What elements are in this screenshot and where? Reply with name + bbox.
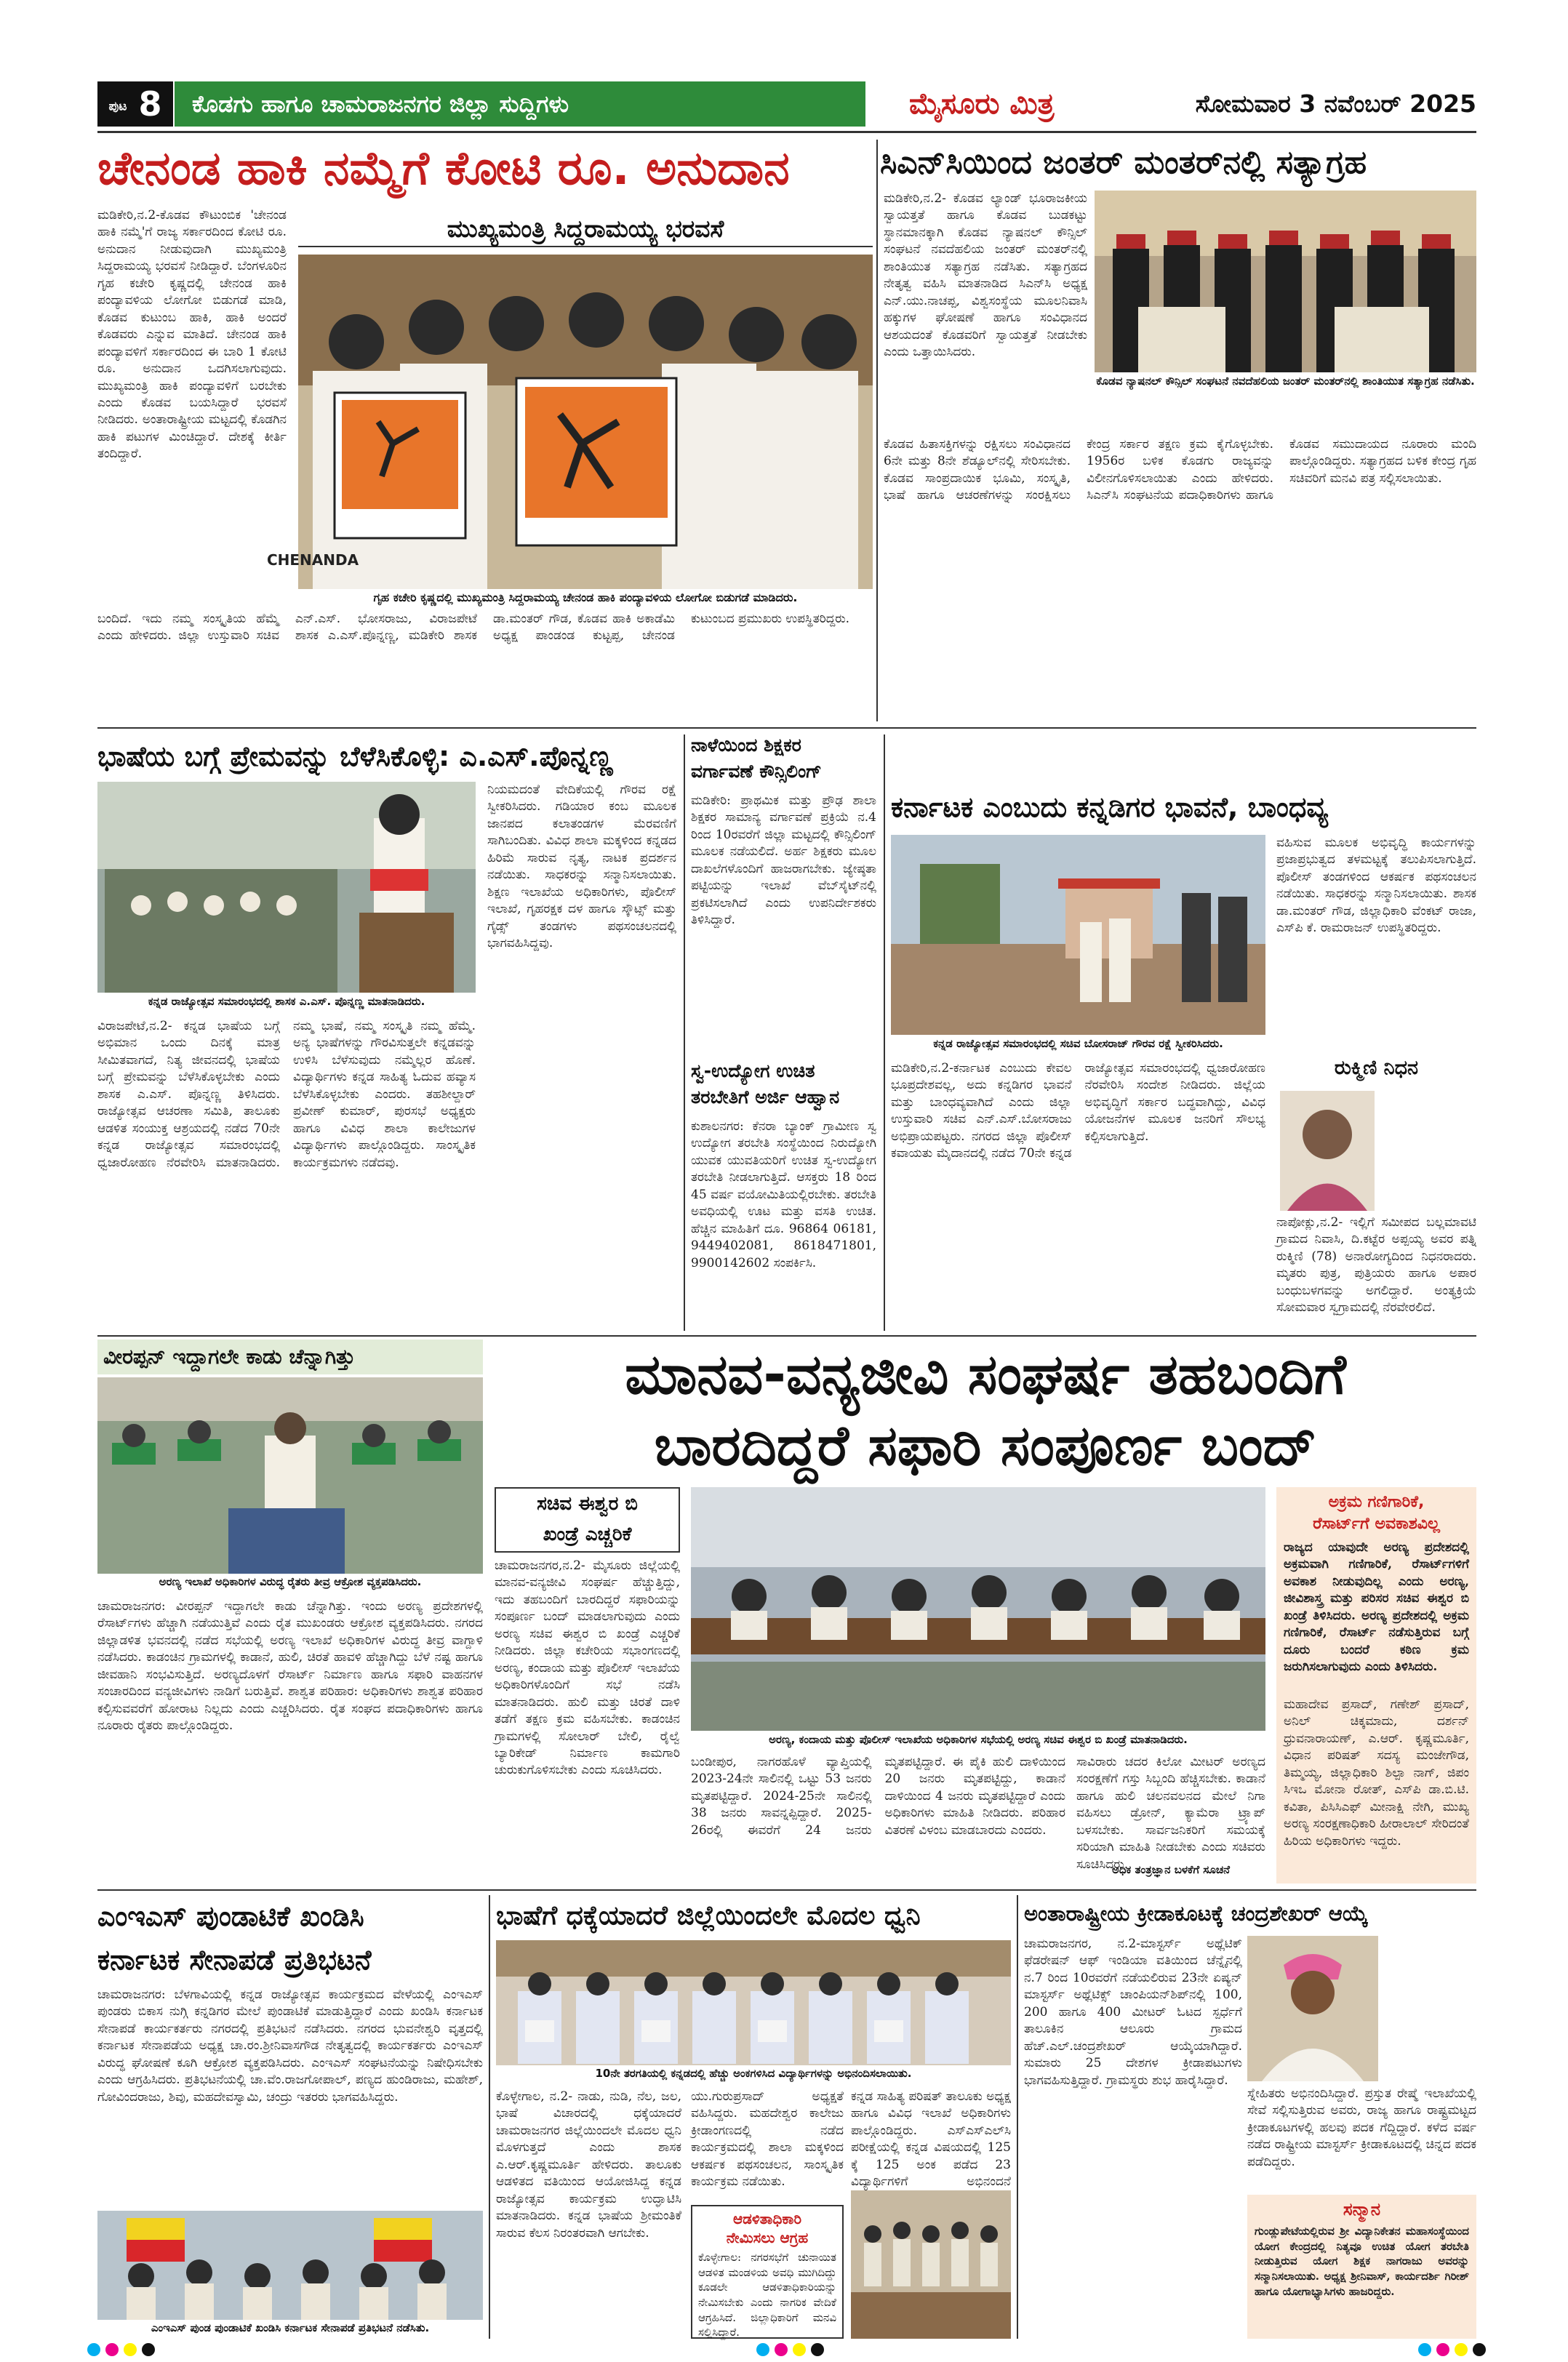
story7-caption: ಅರಣ್ಯ, ಕಂದಾಯ ಮತ್ತು ಪೊಲೀಸ್ ಇಲಾಖೆಯ ಅಧಿಕಾರಿಗಳ ಸಭೆಯಲ್ಲಿ ಅರಣ್ಯ ಸಚಿವ ಈಶ್ವರ ಬಿ ಖಂಡ್ರೆ ಮಾತನಾಡಿದರು. (769, 1733, 1188, 1746)
section-title: ಕೊಡಗು ಹಾಗೂ ಚಾಮರಾಜನಗರ ಜಿಲ್ಲಾ ಸುದ್ದಿಗಳು (175, 81, 865, 127)
registration-dot-black-2 (811, 2343, 824, 2356)
masthead: ಮೈಸೂರು ಮಿತ್ರ (909, 87, 1055, 121)
felicitation-body: ಗುಂಡ್ಲುಪೇಟೆಯಲ್ಲಿರುವ ಶ್ರೀ ವಿದ್ಯಾನಿಕೇತನ ಮಹಾಸಂಸ್ಥೆಯಿಂದ ಯೋಗ ಕೇಂದ್ರದಲ್ಲಿ ನಿತ್ಯವೂ ಉಚಿತ ಯೋಗ ತರಬೇತಿ ನೀಡುತ್ತಿರುವ ಯೋಗ ಶಿಕ್ಷಕ ನಾಗರಾಜು ಅವರನ್ನು ಸನ್ಮಾನಿಸಲಾಯಿತು. ಅಧ್ಯಕ್ಷ ಶ್ರೀನಿವಾಸ್, ಕಾರ್ಯದರ್ಶಿ ಗಿರೀಶ್ ಹಾಗೂ ಯೋಗಾಭ್ಯಾಸಿಗಳು ಹಾಜರಿದ್ದರು. (1255, 2225, 1469, 2298)
story3-caption: ಕನ್ನಡ ರಾಜ್ಯೋತ್ಸವ ಸಮಾರಂಭದಲ್ಲಿ ಶಾಸಕ ಎ.ಎಸ್. ಪೊನ್ನಣ್ಣ ಮಾತನಾಡಿದರು. (148, 995, 425, 1008)
issue-date: ಸೋಮವಾರ 3 ನವೆಂಬರ್ 2025 (1195, 89, 1476, 118)
story9-sub-box (691, 2205, 844, 2339)
sidebar-body: ರಾಜ್ಯದ ಯಾವುದೇ ಅರಣ್ಯ ಪ್ರದೇಶದಲ್ಲಿ ಅಕ್ರಮವಾಗಿ ಗಣಿಗಾರಿಕೆ, ರೆಸಾರ್ಟ್‌ಗಳಿಗೆ ಅವಕಾಶ ನೀಡುವುದಿಲ್ಲ ಎಂದು ಅರಣ್ಯ, ಜೀವಿಶಾಸ್ತ್ರ ಮತ್ತು ಪರಿಸರ ಸಚಿವ ಈಶ್ವರ ಬಿ ಖಂಡ್ರೆ ತಿಳಿಸಿದರು. ಅರಣ್ಯ ಪ್ರದೇಶದಲ್ಲಿ ಅಕ್ರಮ ಗಣಿಗಾರಿಕೆ, ರೆಸಾರ್ಟ್ ನಡೆಸುತ್ತಿರುವ ಬಗ್ಗೆ ದೂರು ಬಂದರೆ ಕಠಿಣ ಕ್ರಮ ಜರುಗಿಸಲಾಗುವುದು ಎಂದು ತಿಳಿಸಿದರು. (1284, 1540, 1469, 1675)
story3-body-right: ನಿಯಮದಂತೆ ವೇದಿಕೆಯಲ್ಲಿ ಗೌರವ ರಕ್ಷೆ ಸ್ವೀಕರಿಸಿದರು. ಗಡಿಯಾರ ಕಂಬ ಮೂಲಕ ಜಾನಪದ ಕಲಾತಂಡಗಳ ಮೆರವಣಿಗೆ ಸಾಗಿಬಂದಿತು. ವಿವಿಧ ಶಾಲಾ ಮಕ್ಕಳಿಂದ ಕನ್ನಡದ ಹಿರಿಮೆ ಸಾರುವ ನೃತ್ಯ, ನಾಟಕ ಪ್ರದರ್ಶನ ನಡೆಯಿತು. ಸಾಧಕರನ್ನು ಸನ್ಮಾನಿಸಲಾಯಿತು. ಶಿಕ್ಷಣ ಇಲಾಖೆಯ ಅಧಿಕಾರಿಗಳು, ಪೊಲೀಸ್ ಇಲಾಖೆ, ಗೃಹರಕ್ಷಕ ದಳ ಹಾಗೂ ಸ್ಕೌಟ್ಸ್ ಮತ್ತು ಗೈಡ್ಸ್ ತಂಡಗಳು ಪಥಸಂಚಲನದಲ್ಲಿ ಭಾಗವಹಿಸಿದ್ದವು. (487, 782, 676, 951)
felicitation-title: ಸನ್ಮಾನ (1343, 2199, 1381, 2219)
story7-body: ಚಾಮರಾಜನಗರ,ನ.2- ಮೈಸೂರು ಜಿಲ್ಲೆಯಲ್ಲಿ ಮಾನವ-ವನ್ಯಜೀವಿ ಸಂಘರ್ಷ ಹೆಚ್ಚುತ್ತಿದ್ದು, ಇದು ತಹಬಂದಿಗೆ ಬಾರದಿದ್ದರೆ ಸಫಾರಿಯನ್ನು ಸಂಪೂರ್ಣ ಬಂದ್ ಮಾಡಲಾಗುವುದು ಎಂದು ಅರಣ್ಯ ಸಚಿವ ಈಶ್ವರ ಬಿ ಖಂಡ್ರೆ ಎಚ್ಚರಿಕೆ ನೀಡಿದರು. ಜಿಲ್ಲಾ ಕಚೇರಿಯ ಸಭಾಂಗಣದಲ್ಲಿ ಅರಣ್ಯ, ಕಂದಾಯ ಮತ್ತು ಪೊಲೀಸ್ ಇಲಾಖೆಯ ಅಧಿಕಾರಿಗಳೊಂದಿಗೆ ಸಭೆ ನಡೆಸಿ ಮಾತನಾಡಿದರು. ಹುಲಿ ಮತ್ತು ಚಿರತೆ ದಾಳಿ ತಡೆಗೆ ತಕ್ಷಣ ಕ್ರಮ ವಹಿಸಬೇಕು. ಕಾಡಂಚಿನ ಗ್ರಾಮಗಳಲ್ಲಿ ಸೋಲಾರ್ ಬೇಲಿ, ರೈಲ್ವೆ ಬ್ಯಾರಿಕೇಡ್ ನಿರ್ಮಾಣ ಕಾಮಗಾರಿ ಚುರುಕುಗೊಳಿಸಬೇಕು ಎಂದು ಸೂಚಿಸಿದರು. (495, 1558, 680, 1778)
story2-photo (1095, 191, 1476, 372)
registration-dot-cyan-2 (756, 2343, 769, 2356)
story5-body: ಮಡಿಕೇರಿ,ನ.2-ಕರ್ನಾಟಕ ಎಂಬುದು ಕೇವಲ ಭೂಪ್ರದೇಶವಲ್ಲ, ಅದು ಕನ್ನಡಿಗರ ಭಾವನೆ ಮತ್ತು ಬಾಂಧವ್ಯವಾಗಿದೆ ಎಂದು ಜಿಲ್ಲಾ ಉಸ್ತುವಾರಿ ಸಚಿವ ಎನ್.ಎಸ್.ಬೋಸರಾಜು ಅಭಿಪ್ರಾಯಪಟ್ಟರು. ನಗರದ ಜಿಲ್ಲಾ ಪೊಲೀಸ್ ಕವಾಯತು ಮೈದಾನದಲ್ಲಿ ನಡೆದ 70ನೇ ಕನ್ನಡ ರಾಜ್ಯೋತ್ಸವ ಸಮಾರಂಭದಲ್ಲಿ ಧ್ವಜಾರೋಹಣ ನೆರವೇರಿಸಿ ಸಂದೇಶ ನೀಡಿದರು. ಜಿಲ್ಲೆಯ ಅಭಿವೃದ್ಧಿಗೆ ಸರ್ಕಾರ ಬದ್ಧವಾಗಿದ್ದು, ವಿವಿಧ ಯೋಜನೆಗಳ ಮೂಲಕ ಜನರಿಗೆ ಸೌಲಭ್ಯ ಕಲ್ಪಿಸಲಾಗುತ್ತಿದೆ. (891, 1061, 1265, 1161)
column-rule (876, 140, 878, 721)
column-rule-3 (884, 734, 885, 1331)
story8-photo (97, 2211, 483, 2320)
section-rule-3 (97, 1889, 1476, 1891)
story10-photo (1247, 1936, 1378, 2081)
obituary-body: ನಾಪೋಕ್ಲು,ನ.2- ಇಲ್ಲಿಗೆ ಸಮೀಪದ ಬಲ್ಲಮಾವಟಿ ಗ್ರಾಮದ ನಿವಾಸಿ, ದಿ.ಕಟ್ಟೆರ ಅಪ್ಪಯ್ಯ ಅವರ ಪತ್ನಿ ರುಕ್ಮಿಣಿ (78) ಅನಾರೋಗ್ಯದಿಂದ ನಿಧನರಾದರು. ಮೃತರು ಪುತ್ರ, ಪುತ್ರಿಯರು ಹಾಗೂ ಅಪಾರ ಬಂಧುಬಳಗವನ್ನು ಅಗಲಿದ್ದಾರೆ. ಅಂತ್ಯಕ್ರಿಯೆ ಸೋಮವಾರ ಸ್ವಗ್ರಾಮದಲ್ಲಿ ನೆರವೇರಲಿದೆ. (1276, 1215, 1476, 1316)
registration-dot-black-3 (1473, 2343, 1486, 2356)
registration-dot-magenta-2 (775, 2343, 788, 2356)
section-rule (97, 727, 1476, 729)
story7-kicker1: ಸಚಿವ ಈಶ್ವರ ಬಿ (537, 1493, 638, 1515)
story6-body: ಚಾಮರಾಜನಗರ: ವೀರಪ್ಪನ್ ಇದ್ದಾಗಲೇ ಕಾಡು ಚೆನ್ನಾಗಿತ್ತು. ಇಂದು ಅರಣ್ಯ ಪ್ರದೇಶಗಳಲ್ಲಿ ರೆಸಾರ್ಟ್‌ಗಳು ಹೆಚ್ಚಾಗಿ ನಡೆಯುತ್ತಿವೆ ಎಂದು ರೈತ ಮುಖಂಡರು ಆಕ್ರೋಶ ವ್ಯಕ್ತಪಡಿಸಿದರು. ನಗರದ ಜಿಲ್ಲಾಡಳಿತ ಭವನದಲ್ಲಿ ನಡೆದ ಸಭೆಯಲ್ಲಿ ಅರಣ್ಯ ಇಲಾಖೆ ಅಧಿಕಾರಿಗಳ ವಿರುದ್ಧ ತೀವ್ರ ವಾಗ್ದಾಳಿ ನಡೆಸಿದರು. ಕಾಡಂಚಿನ ಗ್ರಾಮಗಳಲ್ಲಿ ಕಾಡಾನೆ, ಹುಲಿ, ಚಿರತೆ ಹಾವಳಿ ಹೆಚ್ಚಾಗಿದ್ದು ಬೆಳೆ ನಷ್ಟ ಹಾಗೂ ಜೀವಹಾನಿ ಸಂಭವಿಸುತ್ತಿದೆ. ಅರಣ್ಯದೊಳಗೆ ರೆಸಾರ್ಟ್ ನಿರ್ಮಾಣ ಹಾಗೂ ಸಫಾರಿ ವಾಹನಗಳ ಸಂಚಾರದಿಂದ ವನ್ಯಜೀವಿಗಳು ನಾಡಿಗೆ ಬರುತ್ತಿವೆ. ಶಾಶ್ವತ ಪರಿಹಾರ: ಅಧಿಕಾರಿಗಳು ಶಾಶ್ವತ ಪರಿಹಾರ ಕಲ್ಪಿಸುವವರೆಗೆ ಹೋರಾಟ ನಿಲ್ಲದು ಎಂದು ಎಚ್ಚರಿಸಿದರು. ರೈತ ಸಂಘದ ಪದಾಧಿಕಾರಿಗಳು ಹಾಗೂ ನೂರಾರು ರೈತರು ಪಾಲ್ಗೊಂಡಿದ್ದರು. (97, 1599, 483, 1734)
story4-headline4: ತರಬೇತಿಗೆ ಅರ್ಜಿ ಆಹ್ವಾನ (691, 1086, 840, 1108)
story8-body: ಚಾಮರಾಜನಗರ: ಬೆಳಗಾವಿಯಲ್ಲಿ ಕನ್ನಡ ರಾಜ್ಯೋತ್ಸವ ಕಾರ್ಯಕ್ರಮದ ವೇಳೆಯಲ್ಲಿ ಎಂಇಎಸ್ ಪುಂಡರು ಬಿಕಾಸ ನುಗ್ಗಿ ಕನ್ನಡಿಗರ ಮೇಲೆ ಪುಂಡಾಟಿಕೆ ಮಾಡುತ್ತಿದ್ದಾರೆ ಎಂದು ಖಂಡಿಸಿ ಕರ್ನಾಟಕ ಸೇನಾಪಡೆ ಕಾರ್ಯಕರ್ತರು ನಗರದಲ್ಲಿ ಪ್ರತಿಭಟನೆ ನಡೆಸಿದರು. ನಗರದ ಭುವನೇಶ್ವರಿ ವೃತ್ತದಲ್ಲಿ ಕರ್ನಾಟಕ ಸೇನಾಪಡೆಯ ಅಧ್ಯಕ್ಷ ಚಾ.ರಂ.ಶ್ರೀನಿವಾಸಗೌಡ ನೇತೃತ್ವದಲ್ಲಿ ಕಾರ್ಯಕರ್ತರು ಎಂಇಎಸ್ ವಿರುದ್ಧ ಘೋಷಣೆ ಕೂಗಿ ಆಕ್ರೋಶ ವ್ಯಕ್ತಪಡಿಸಿದರು. ಎಂಇಎಸ್ ಸಂಘಟನೆಯನ್ನು ನಿಷೇಧಿಸಬೇಕು ಎಂದು ಆಗ್ರಹಿಸಿದರು. ಪ್ರತಿಭಟನೆಯಲ್ಲಿ ಚಾ.ವೆಂ.ರಾಜಗೋಪಾಲ್, ಪಣ್ಯದ ಹುಂಡಿರಾಜು, ಮಹೇಶ್, ಗೋವಿಂದರಾಜು, ಶಿವು, ಮಹದೇವಸ್ವಾಮಿ, ಚಂದ್ರು ಇತರರು ಭಾಗವಹಿಸಿದ್ದರು. (97, 1987, 483, 2105)
registration-dot-magenta (105, 2343, 119, 2356)
story5-photo (891, 835, 1265, 1035)
page-number-badge (97, 81, 173, 127)
story1-photo (298, 255, 873, 589)
story8-caption: ಎಂಇಎಸ್ ಪುಂಡ ಪುಂಡಾಟಿಕೆ ಖಂಡಿಸಿ ಕರ್ನಾಟಕ ಸೇನಾಪಡೆ ಪ್ರತಿಭಟನೆ ನಡೆಸಿತು. (151, 2321, 430, 2334)
story7-body-mid: ಬಂಡೀಪುರ, ನಾಗರಹೊಳೆ ವ್ಯಾಪ್ತಿಯಲ್ಲಿ 2023-24ನೇ ಸಾಲಿನಲ್ಲಿ ಒಟ್ಟು 53 ಜನರು ಮೃತಪಟ್ಟಿದ್ದಾರೆ. 2024-25ನೇ ಸಾಲಿನಲ್ಲಿ 38 ಜನರು ಸಾವನ್ನಪ್ಪಿದ್ದಾರೆ. 2025-26ರಲ್ಲಿ ಈವರೆಗೆ 24 ಜನರು ಮೃತಪಟ್ಟಿದ್ದಾರೆ. ಈ ಪೈಕಿ ಹುಲಿ ದಾಳಿಯಿಂದ 20 ಜನರು ಮೃತಪಟ್ಟಿದ್ದು, ಕಾಡಾನೆ ದಾಳಿಯಿಂದ 4 ಜನರು ಮೃತಪಟ್ಟಿದ್ದಾರೆ ಎಂದು ಅಧಿಕಾರಿಗಳು ಮಾಹಿತಿ ನೀಡಿದರು. ಪರಿಹಾರ ವಿತರಣೆ ವಿಳಂಬ ಮಾಡಬಾರದು ಎಂದರು. (691, 1755, 1065, 1838)
sidebar-title1: ಅಕ್ರಮ ಗಣಿಗಾರಿಕೆ, (1328, 1493, 1425, 1511)
registration-dot-yellow-3 (1455, 2343, 1468, 2356)
chenanda-logo-text: CHENANDA (266, 551, 359, 569)
story7-headline-line2: ಬಾರದಿದ್ದರೆ ಸಫಾರಿ ಸಂಪೂರ್ಣ ಬಂದ್ (654, 1413, 1317, 1478)
story3-headline: ಭಾಷೆಯ ಬಗ್ಗೆ ಪ್ರೇಮವನ್ನು ಬೆಳೆಸಿಕೊಳ್ಳಿ: ಎ.ಎಸ್.ಪೊನ್ನಣ್ಣ (97, 740, 613, 772)
story7-kicker-box (495, 1487, 680, 1553)
story5-headline: ಕರ್ನಾಟಕ ಎಂಬುದು ಕನ್ನಡಿಗರ ಭಾವನೆ, ಬಾಂಧವ್ಯ (891, 791, 1329, 823)
story5-body-right: ವಹಿಸುವ ಮೂಲಕ ಅಭಿವೃದ್ಧಿ ಕಾರ್ಯಗಳನ್ನು ಪ್ರಜಾಪ್ರಭುತ್ವದ ತಳಮಟ್ಟಕ್ಕೆ ತಲುಪಿಸಲಾಗುತ್ತಿದೆ. ಪೊಲೀಸ್ ತಂಡಗಳಿಂದ ಆಕರ್ಷಕ ಪಥಸಂಚಲನ ನಡೆಯಿತು. ಸಾಧಕರನ್ನು ಸನ್ಮಾನಿಸಲಾಯಿತು. ಶಾಸಕ ಡಾ.ಮಂತರ್ ಗೌಡ, ಜಿಲ್ಲಾಧಿಕಾರಿ ವೆಂಕಟ್ ರಾಜಾ, ಎಸ್‌ಪಿ ಕೆ. ರಾಮರಾಜನ್ ಉಪಸ್ಥಿತರಿದ್ದರು. (1276, 836, 1476, 936)
registration-dot-cyan (87, 2343, 100, 2356)
page-label: ಪುಟ (108, 99, 127, 114)
story5-caption: ಕನ್ನಡ ರಾಜ್ಯೋತ್ಸವ ಸಮಾರಂಭದಲ್ಲಿ ಸಚಿವ ಬೋಸರಾಜ್ ಗೌರವ ರಕ್ಷೆ ಸ್ವೀಕರಿಸಿದರು. (933, 1037, 1223, 1050)
registration-dot-magenta-3 (1436, 2343, 1449, 2356)
story6-caption: ಅರಣ್ಯ ಇಲಾಖೆ ಅಧಿಕಾರಿಗಳ ವಿರುದ್ಧ ರೈತರು ತೀವ್ರ ಆಕ್ರೋಶ ವ್ಯಕ್ತಪಡಿಸಿದರು. (159, 1575, 422, 1588)
story6-label: ವೀರಪ್ಪನ್ ಇದ್ದಾಗಲೇ ಕಾಡು ಚೆನ್ನಾಗಿತ್ತು (97, 1340, 483, 1374)
story9-body-mid: ಯು.ಗುರುಪ್ರಸಾದ್ ಅಧ್ಯಕ್ಷತೆ ವಹಿಸಿದ್ದರು. ಮಹದೇಶ್ವರ ಕಾಲೇಜು ಕ್ರೀಡಾಂಗಣದಲ್ಲಿ ನಡೆದ ಕಾರ್ಯಕ್ರಮದಲ್ಲಿ ಶಾಲಾ ಮಕ್ಕಳಿಂದ ಆಕರ್ಷಕ ಪಥಸಂಚಲನ, ಸಾಂಸ್ಕೃತಿಕ ಕಾರ್ಯಕ್ರಮ ನಡೆಯಿತು. (691, 2089, 844, 2190)
sidebar-title2: ರೆಸಾರ್ಟ್‌ಗೆ ಅವಕಾಶವಿಲ್ಲ (1313, 1515, 1440, 1533)
story4-body: ಮಡಿಕೇರಿ: ಪ್ರಾಥಮಿಕ ಮತ್ತು ಪ್ರೌಢ ಶಾಲಾ ಶಿಕ್ಷಕರ ಸಾಮಾನ್ಯ ವರ್ಗಾವಣೆ ಪ್ರಕ್ರಿಯೆ ನ.4 ರಿಂದ 10ರವರೆಗೆ ಜಿಲ್ಲಾ ಮಟ್ಟದಲ್ಲಿ ಕೌನ್ಸಿಲಿಂಗ್ ಮೂಲಕ ನಡೆಯಲಿದೆ. ಅರ್ಹ ಶಿಕ್ಷಕರು ಮೂಲ ದಾಖಲೆಗಳೊಂದಿಗೆ ಹಾಜರಾಗಬೇಕು. ಜ್ಯೇಷ್ಠತಾ ಪಟ್ಟಿಯನ್ನು ಇಲಾಖೆ ವೆಬ್‌ಸೈಟ್‌ನಲ್ಲಿ ಪ್ರಕಟಿಸಲಾಗಿದೆ ಎಂದು ಉಪನಿರ್ದೇಶಕರು ತಿಳಿಸಿದ್ದಾರೆ. (691, 793, 876, 928)
story7-body-right: ಸಾವಿರಾರು ಚದರ ಕಿಲೋ ಮೀಟರ್ ಅರಣ್ಯದ ಸಂರಕ್ಷಣೆಗೆ ಗಸ್ತು ಸಿಬ್ಬಂದಿ ಹೆಚ್ಚಿಸಬೇಕು. ಕಾಡಾನೆ ಹಾಗೂ ಹುಲಿ ಚಲನವಲನದ ಮೇಲೆ ನಿಗಾ ವಹಿಸಲು ಡ್ರೋನ್, ಕ್ಯಾಮೆರಾ ಟ್ರ್ಯಾಪ್ ಬಳಸಬೇಕು. ಸಾರ್ವಜನಿಕರಿಗೆ ಸಮಯಕ್ಕೆ ಸರಿಯಾಗಿ ಮಾಹಿತಿ ನೀಡಬೇಕು ಎಂದು ಸಚಿವರು ಸೂಚಿಸಿದರು. (1076, 1755, 1265, 1872)
story7-photo (691, 1487, 1265, 1731)
registration-dot-yellow-2 (793, 2343, 806, 2356)
column-rule-2 (684, 734, 685, 1331)
column-rule-5 (1017, 1895, 1018, 2339)
story1-body-bottom: ಬಂದಿದೆ. ಇದು ನಮ್ಮ ಸಂಸ್ಕೃತಿಯ ಹೆಮ್ಮೆ ಎಂದು ಹೇಳಿದರು. ಜಿಲ್ಲಾ ಉಸ್ತುವಾರಿ ಸಚಿವ ಎನ್.ಎಸ್. ಭೋಸರಾಜು, ವಿರಾಜಪೇಟೆ ಶಾಸಕ ಎ.ಎಸ್.ಪೊನ್ನಣ್ಣ, ಮಡಿಕೇರಿ ಶಾಸಕ ಡಾ.ಮಂತರ್ ಗೌಡ, ಕೊಡವ ಹಾಕಿ ಅಕಾಡೆಮಿ ಅಧ್ಯಕ್ಷ ಪಾಂಡಂಡ ಕುಟ್ಟಪ್ಪ, ಚೇನಂಡ ಕುಟುಂಬದ ಪ್ರಮುಖರು ಉಪಸ್ಥಿತರಿದ್ದರು. (97, 612, 850, 644)
obituary-photo (1280, 1091, 1375, 1211)
story1-headline: ಚೇನಂಡ ಹಾಕಿ ನಮ್ಮೆಗೆ ಕೋಟಿ ರೂ. ಅನುದಾನ (97, 142, 790, 196)
story9-headline: ಭಾಷೆಗೆ ಧಕ್ಕೆಯಾದರೆ ಜಿಲ್ಲೆಯಿಂದಲೇ ಮೊದಲ ಧ್ವನಿ (496, 1901, 921, 1931)
story2-caption: ಕೊಡವ ನ್ಯಾಷನಲ್ ಕೌನ್ಸಿಲ್ ಸಂಘಟನೆ ನವದೆಹಲಿಯ ಜಂತರ್ ಮಂತರ್‌ನಲ್ಲಿ ಶಾಂತಿಯುತ ಸತ್ಯಾಗ್ರಹ ನಡೆಸಿತು. (1096, 375, 1475, 388)
story10-body: ಚಾಮರಾಜನಗರ, ನ.2-ಮಾಸ್ಟರ್ಸ್ ಅಥ್ಲೆಟಿಕ್ ಫೆಡರೇಷನ್ ಆಫ್ ಇಂಡಿಯಾ ವತಿಯಿಂದ ಚೆನ್ನೈನಲ್ಲಿ ನ.7 ರಿಂದ 10ರವರೆಗೆ ನಡೆಯಲಿರುವ 23ನೇ ಏಷ್ಯನ್ ಮಾಸ್ಟರ್ಸ್ ಅಥ್ಲೆಟಿಕ್ಸ್ ಚಾಂಪಿಯನ್‌ಶಿಪ್‌ನಲ್ಲಿ 100, 200 ಹಾಗೂ 400 ಮೀಟರ್ ಓಟದ ಸ್ಪರ್ಧೆಗೆ ತಾಲೂಕಿನ ಆಲೂರು ಗ್ರಾಮದ ಹೆಚ್.ಎಲ್.ಚಂದ್ರಶೇಖರ್ ಆಯ್ಕೆಯಾಗಿದ್ದಾರೆ. ಸುಮಾರು 25 ದೇಶಗಳ ಕ್ರೀಡಾಪಟುಗಳು ಭಾಗವಹಿಸುತ್ತಿದ್ದಾರೆ. ಗ್ರಾಮಸ್ಥರು ಶುಭ ಹಾರೈಸಿದ್ದಾರೆ. (1024, 1937, 1242, 2088)
story4-headline1: ನಾಳೆಯಿಂದ ಶಿಕ್ಷಕರ (691, 734, 801, 756)
registration-dot-black (142, 2343, 155, 2356)
story7-caption2: ಅಧಿಕ ತಂತ್ರಜ್ಞಾನ ಬಳಕೆಗೆ ಸೂಚನೆ (1111, 1863, 1231, 1876)
story10-body-right: ಸ್ನೇಹಿತರು ಅಭಿನಂದಿಸಿದ್ದಾರೆ. ಪ್ರಸ್ತುತ ರೇಷ್ಮೆ ಇಲಾಖೆಯಲ್ಲಿ ಸೇವೆ ಸಲ್ಲಿಸುತ್ತಿರುವ ಅವರು, ರಾಜ್ಯ ಹಾಗೂ ರಾಷ್ಟ್ರಮಟ್ಟದ ಕ್ರೀಡಾಕೂಟಗಳಲ್ಲಿ ಹಲವು ಪದಕ ಗೆದ್ದಿದ್ದಾರೆ. ಕಳೆದ ವರ್ಷ ನಡೆದ ರಾಷ್ಟ್ರೀಯ ಮಾಸ್ಟರ್ಸ್ ಕ್ರೀಡಾಕೂಟದಲ್ಲಿ ಚಿನ್ನದ ಪದಕ ಪಡೆದಿದ್ದರು. (1247, 2086, 1476, 2169)
registration-dot-cyan-3 (1418, 2343, 1431, 2356)
story6-photo (97, 1377, 483, 1574)
header-rule (97, 131, 1476, 133)
story2-body-top: ಮಡಿಕೇರಿ,ನ.2- ಕೊಡವ ಲ್ಯಾಂಡ್ ಭೂರಾಜಕೀಯ ಸ್ವಾಯತ್ತತೆ ಹಾಗೂ ಕೊಡವ ಬುಡಕಟ್ಟು ಸ್ಥಾನಮಾನಕ್ಕಾಗಿ ಕೊಡವ ನ್ಯಾಷನಲ್ ಕೌನ್ಸಿಲ್ ಸಂಘಟನೆ ನವದೆಹಲಿಯ ಜಂತರ್ ಮಂತರ್‌ನಲ್ಲಿ ಶಾಂತಿಯುತ ಸತ್ಯಾಗ್ರಹ ನಡೆಸಿತು. ಸತ್ಯಾಗ್ರಹದ ನೇತೃತ್ವ ವಹಿಸಿ ಮಾತನಾಡಿದ ಸಿಎನ್‌ಸಿ ಅಧ್ಯಕ್ಷ ಎನ್.ಯು.ನಾಚಪ್ಪ, ವಿಶ್ವಸಂಸ್ಥೆಯ ಮೂಲನಿವಾಸಿ ಹಕ್ಕುಗಳ ಘೋಷಣೆ ಹಾಗೂ ಸಂವಿಧಾನದ ಆಶಯದಂತೆ ಕೊಡವರಿಗೆ ಸ್ವಾಯತ್ತತೆ ನೀಡಬೇಕು ಎಂದು ಒತ್ತಾಯಿಸಿದರು. (884, 191, 1087, 360)
story3-photo (97, 782, 476, 993)
story9-sub-headline2: ನೇಮಿಸಲು ಆಗ್ರಹ (726, 2229, 809, 2246)
story3-body: ವಿರಾಜಪೇಟೆ,ನ.2- ಕನ್ನಡ ಭಾಷೆಯ ಬಗ್ಗೆ ಅಭಿಮಾನ ಒಂದು ದಿನಕ್ಕೆ ಮಾತ್ರ ಸೀಮಿತವಾಗದೆ, ನಿತ್ಯ ಜೀವನದಲ್ಲಿ ಭಾಷೆಯ ಬಗ್ಗೆ ಪ್ರೇಮವನ್ನು ಬೆಳೆಸಿಕೊಳ್ಳಬೇಕು ಎಂದು ಶಾಸಕ ಎ.ಎಸ್. ಪೊನ್ನಣ್ಣ ತಿಳಿಸಿದರು. ರಾಜ್ಯೋತ್ಸವ ಆಚರಣಾ ಸಮಿತಿ, ತಾಲೂಕು ಆಡಳಿತ ಸಂಯುಕ್ತ ಆಶ್ರಯದಲ್ಲಿ ನಡೆದ 70ನೇ ಕನ್ನಡ ರಾಜ್ಯೋತ್ಸವ ಸಮಾರಂಭದಲ್ಲಿ ಧ್ವಜಾರೋಹಣ ನೆರವೇರಿಸಿ ಮಾತನಾಡಿದರು. ನಮ್ಮ ಭಾಷೆ, ನಮ್ಮ ಸಂಸ್ಕೃತಿ ನಮ್ಮ ಹೆಮ್ಮೆ. ಅನ್ಯ ಭಾಷೆಗಳನ್ನು ಗೌರವಿಸುತ್ತಲೇ ಕನ್ನಡವನ್ನು ಉಳಿಸಿ ಬೆಳೆಸುವುದು ನಮ್ಮೆಲ್ಲರ ಹೊಣೆ. ವಿದ್ಯಾರ್ಥಿಗಳು ಕನ್ನಡ ಸಾಹಿತ್ಯ ಓದುವ ಹವ್ಯಾಸ ಬೆಳೆಸಿಕೊಳ್ಳಬೇಕು ಎಂದರು. ತಹಶೀಲ್ದಾರ್ ಪ್ರವೀಣ್ ಕುಮಾರ್, ಪುರಸಭೆ ಅಧ್ಯಕ್ಷರು ಹಾಗೂ ವಿವಿಧ ಶಾಲಾ ಕಾಲೇಜುಗಳ ವಿದ್ಯಾರ್ಥಿಗಳು ಪಾಲ್ಗೊಂಡಿದ್ದರು. ಸಾಂಸ್ಕೃತಿಕ ಕಾರ್ಯಕ್ರಮಗಳು ನಡೆದವು. (97, 1019, 476, 1170)
story2-headline: ಸಿಎನ್‌ಸಿಯಿಂದ ಜಂತರ್ ಮಂತರ್‌ನಲ್ಲಿ ಸತ್ಯಾಗ್ರಹ (880, 144, 1367, 181)
story9-body-right: ಕನ್ನಡ ಸಾಹಿತ್ಯ ಪರಿಷತ್ ತಾಲೂಕು ಅಧ್ಯಕ್ಷ ಹಾಗೂ ವಿವಿಧ ಇಲಾಖೆ ಅಧಿಕಾರಿಗಳು ಪಾಲ್ಗೊಂಡಿದ್ದರು. ಎಸ್‌ಎಸ್‌ಎಲ್‌ಸಿ ಪರೀಕ್ಷೆಯಲ್ಲಿ ಕನ್ನಡ ವಿಷಯದಲ್ಲಿ 125 ಕ್ಕೆ 125 ಅಂಕ ಪಡೆದ 23 ವಿದ್ಯಾರ್ಥಿಗಳಿಗೆ ಅಭಿನಂದನೆ (851, 2089, 1011, 2190)
story9-photo (496, 1940, 1011, 2065)
sidebar-body2: ಮಹಾದೇವ ಪ್ರಸಾದ್, ಗಣೇಶ್ ಪ್ರಸಾದ್, ಅನಿಲ್ ಚಿಕ್ಕಮಾದು, ದರ್ಶನ್ ಧ್ರುವನಾರಾಯಣ್, ಎ.ಆರ್. ಕೃಷ್ಣಮೂರ್ತಿ, ವಿಧಾನ ಪರಿಷತ್ ಸದಸ್ಯ ಮಂಜೇಗೌಡ, ತಿಮ್ಮಯ್ಯ, ಜಿಲ್ಲಾಧಿಕಾರಿ ಶಿಲ್ಪಾ ನಾಗ್, ಜಿಪಂ ಸಿಇಒ ಮೋನಾ ರೋತ್, ಎಸ್‌ಪಿ ಡಾ.ಬಿ.ಟಿ. ಕವಿತಾ, ಪಿಸಿಸಿಎಫ್ ಮೀನಾಕ್ಷಿ ನೇಗಿ, ಮುಖ್ಯ ಅರಣ್ಯ ಸಂರಕ್ಷಣಾಧಿಕಾರಿ ಹೀರಾಲಾಲ್ ಸೇರಿದಂತೆ ಹಿರಿಯ ಅಧಿಕಾರಿಗಳು ಇದ್ದರು. (1284, 1697, 1469, 1849)
story4-headline2: ವರ್ಗಾವಣೆ ಕೌನ್ಸಿಲಿಂಗ್ (691, 761, 822, 782)
story9-photo2 (851, 2190, 1011, 2339)
story2-body-bottom: ಕೊಡವ ಹಿತಾಸಕ್ತಿಗಳನ್ನು ರಕ್ಷಿಸಲು ಸಂವಿಧಾನದ 6ನೇ ಮತ್ತು 8ನೇ ಶೆಡ್ಯೂಲ್‌ನಲ್ಲಿ ಸೇರಿಸಬೇಕು. ಕೊಡವ ಸಾಂಪ್ರದಾಯಿಕ ಭೂಮಿ, ಸಂಸ್ಕೃತಿ, ಭಾಷೆ ಹಾಗೂ ಆಚರಣೆಗಳನ್ನು ಸಂರಕ್ಷಿಸಲು ಕೇಂದ್ರ ಸರ್ಕಾರ ತಕ್ಷಣ ಕ್ರಮ ಕೈಗೊಳ್ಳಬೇಕು. 1956ರ ಬಳಿಕ ಕೊಡಗು ರಾಜ್ಯವನ್ನು ವಿಲೀನಗೊಳಿಸಲಾಯಿತು ಎಂದು ಹೇಳಿದರು. ಸಿಎನ್‌ಸಿ ಸಂಘಟನೆಯ ಪದಾಧಿಕಾರಿಗಳು ಹಾಗೂ ಕೊಡವ ಸಮುದಾಯದ ನೂರಾರು ಮಂದಿ ಪಾಲ್ಗೊಂಡಿದ್ದರು. ಸತ್ಯಾಗ್ರಹದ ಬಳಿಕ ಕೇಂದ್ರ ಗೃಹ ಸಚಿವರಿಗೆ ಮನವಿ ಪತ್ರ ಸಲ್ಲಿಸಲಾಯಿತು. (884, 437, 1476, 503)
section-rule-2 (97, 1335, 1476, 1337)
story9-body: ಕೊಳ್ಳೇಗಾಲ, ನ.2- ನಾಡು, ನುಡಿ, ನೆಲ, ಜಲ, ಭಾಷೆ ವಿಚಾರದಲ್ಲಿ ಧಕ್ಕೆಯಾದರೆ ಚಾಮರಾಜನಗರ ಜಿಲ್ಲೆಯಿಂದಲೇ ಮೊದಲ ಧ್ವನಿ ಮೊಳಗುತ್ತದೆ ಎಂದು ಶಾಸಕ ಎ.ಆರ್.ಕೃಷ್ಣಮೂರ್ತಿ ಹೇಳಿದರು. ತಾಲೂಕು ಆಡಳಿತದ ವತಿಯಿಂದ ಆಯೋಜಿಸಿದ್ದ ಕನ್ನಡ ರಾಜ್ಯೋತ್ಸವ ಕಾರ್ಯಕ್ರಮ ಉದ್ಘಾಟಿಸಿ ಮಾತನಾಡಿದರು. ಕನ್ನಡ ಭಾಷೆಯ ಶ್ರೀಮಂತಿಕೆ ಸಾರುವ ಕೆಲಸ ನಿರಂತರವಾಗಿ ಆಗಬೇಕು. (496, 2089, 681, 2241)
story1-subhead: ಮುಖ್ಯಮಂತ್ರಿ ಸಿದ್ದರಾಮಯ್ಯ ಭರವಸೆ (298, 211, 873, 247)
page-number: 8 (138, 84, 162, 124)
story8-headline-line1: ಎಂಇಎಸ್ ಪುಂಡಾಟಿಕೆ ಖಂಡಿಸಿ (97, 1900, 364, 1932)
story1-body-left: ಮಡಿಕೇರಿ,ನ.2-ಕೊಡವ ಕೌಟುಂಬಿಕ 'ಚೇನಂಡ ಹಾಕಿ ನಮ್ಮೆ'ಗೆ ರಾಜ್ಯ ಸರ್ಕಾರದಿಂದ ಕೋಟಿ ರೂ. ಅನುದಾನ ನೀಡುವುದಾಗಿ ಮುಖ್ಯಮಂತ್ರಿ ಸಿದ್ದರಾಮಯ್ಯ ಭರವಸೆ ನೀಡಿದ್ದಾರೆ. ಬೆಂಗಳೂರಿನ ಗೃಹ ಕಚೇರಿ ಕೃಷ್ಣದಲ್ಲಿ ಚೇನಂಡ ಹಾಕಿ ಪಂದ್ಯಾವಳಿಯ ಲೋಗೋ ಬಿಡುಗಡೆ ಮಾಡಿ, ಕೊಡವ ಕುಟುಂಬ ಹಾಕಿ, ಹಾಕಿ ಅಂದರೆ ಕೊಡವರು ಎನ್ನುವ ಮಾತಿದೆ. ಚೇನಂಡ ಹಾಕಿ ಪಂದ್ಯಾವಳಿಗೆ ಸರ್ಕಾರದಿಂದ ಈ ಬಾರಿ 1 ಕೋಟಿ ರೂ. ಅನುದಾನ ಒದಗಿಸಲಾಗುವುದು. ಮುಖ್ಯಮಂತ್ರಿ ಹಾಕಿ ಪಂದ್ಯಾವಳಿಗೆ ಬರಬೇಕು ಎಂದು ಕೊಡವ ಬಯಸಿದ್ದಾರೆ ಭರವಸೆ ನೀಡಿದರು. ಅಂತಾರಾಷ್ಟ್ರೀಯ ಮಟ್ಟದಲ್ಲಿ ಕೊಡಗಿನ ಹಾಕಿ ಪಟುಗಳ ಮಿಂಚಿದ್ದಾರೆ. ದೇಶಕ್ಕೆ ಕೀರ್ತಿ ತಂದಿದ್ದಾರೆ. (97, 208, 287, 462)
story9-caption: 10ನೇ ತರಗತಿಯಲ್ಲಿ ಕನ್ನಡದಲ್ಲಿ ಹೆಚ್ಚು ಅಂಕಗಳಿಸಿದ ವಿದ್ಯಾರ್ಥಿಗಳನ್ನು ಅಭಿನಂದಿಸಲಾಯಿತು. (595, 2067, 912, 2080)
sidebar-box (1276, 1487, 1476, 1883)
story4-headline3: ಸ್ವ-ಉದ್ಯೋಗ ಉಚಿತ (691, 1060, 815, 1081)
story8-headline-line2: ಕರ್ನಾಟಕ ಸೇನಾಪಡೆ ಪ್ರತಿಭಟನೆ (97, 1944, 372, 1976)
column-rule-4 (489, 1895, 490, 2339)
obituary-title: ರುಕ್ಮಿಣಿ ನಿಧನ (1334, 1057, 1419, 1079)
story1-caption: ಗೃಹ ಕಚೇರಿ ಕೃಷ್ಣದಲ್ಲಿ ಮುಖ್ಯಮಂತ್ರಿ ಸಿದ್ದರಾಮಯ್ಯ ಚೇನಂಡ ಹಾಕಿ ಪಂದ್ಯಾವಳಿಯ ಲೋಗೋ ಬಿಡುಗಡೆ ಮಾಡಿದರು. (373, 590, 798, 604)
registration-dot-yellow (124, 2343, 137, 2356)
story7-kicker2: ಖಂಡ್ರೆ ಎಚ್ಚರಿಕೆ (543, 1524, 632, 1545)
story9-sub-body: ಕೊಳ್ಳೇಗಾಲ: ನಗರಸಭೆಗೆ ಚುನಾಯಿತ ಆಡಳಿತ ಮಂಡಳಿಯ ಅವಧಿ ಮುಗಿದಿದ್ದು ಕೂಡಲೇ ಆಡಳಿತಾಧಿಕಾರಿಯನ್ನು ನೇಮಿಸಬೇಕು ಎಂದು ನಾಗರಿಕ ವೇದಿಕೆ ಆಗ್ರಹಿಸಿದೆ. ಜಿಲ್ಲಾಧಿಕಾರಿಗೆ ಮನವಿ ಸಲ್ಲಿಸಿದ್ದಾರೆ. (698, 2251, 836, 2339)
story10-headline: ಅಂತಾರಾಷ್ಟ್ರೀಯ ಕ್ರೀಡಾಕೂಟಕ್ಕೆ ಚಂದ್ರಶೇಖರ್ ಆಯ್ಕೆ (1024, 1901, 1368, 1926)
story4-body2: ಕುಶಾಲನಗರ: ಕೆನರಾ ಬ್ಯಾಂಕ್ ಗ್ರಾಮೀಣ ಸ್ವ ಉದ್ಯೋಗ ತರಬೇತಿ ಸಂಸ್ಥೆಯಿಂದ ನಿರುದ್ಯೋಗಿ ಯುವಕ ಯುವತಿಯರಿಗೆ ಉಚಿತ ಸ್ವ-ಉದ್ಯೋಗ ತರಬೇತಿ ನೀಡಲಾಗುತ್ತಿದೆ. ಆಸಕ್ತರು 18 ರಿಂದ 45 ವರ್ಷ ವಯೋಮಿತಿಯಲ್ಲಿರಬೇಕು. ತರಬೇತಿ ಅವಧಿಯಲ್ಲಿ ಊಟ ಮತ್ತು ವಸತಿ ಉಚಿತ. ಹೆಚ್ಚಿನ ಮಾಹಿತಿಗೆ ದೂ. 96864 06181, 9449402081, 8618471801, 9900142602 ಸಂಪರ್ಕಿಸಿ. (691, 1119, 876, 1270)
felicitation-box (1247, 2195, 1476, 2339)
story7-headline-line1: ಮಾನವ-ವನ್ಯಜೀವಿ ಸಂಘರ್ಷ ತಹಬಂದಿಗೆ (625, 1342, 1346, 1406)
story9-sub-headline1: ಆಡಳಿತಾಧಿಕಾರಿ (732, 2210, 802, 2227)
